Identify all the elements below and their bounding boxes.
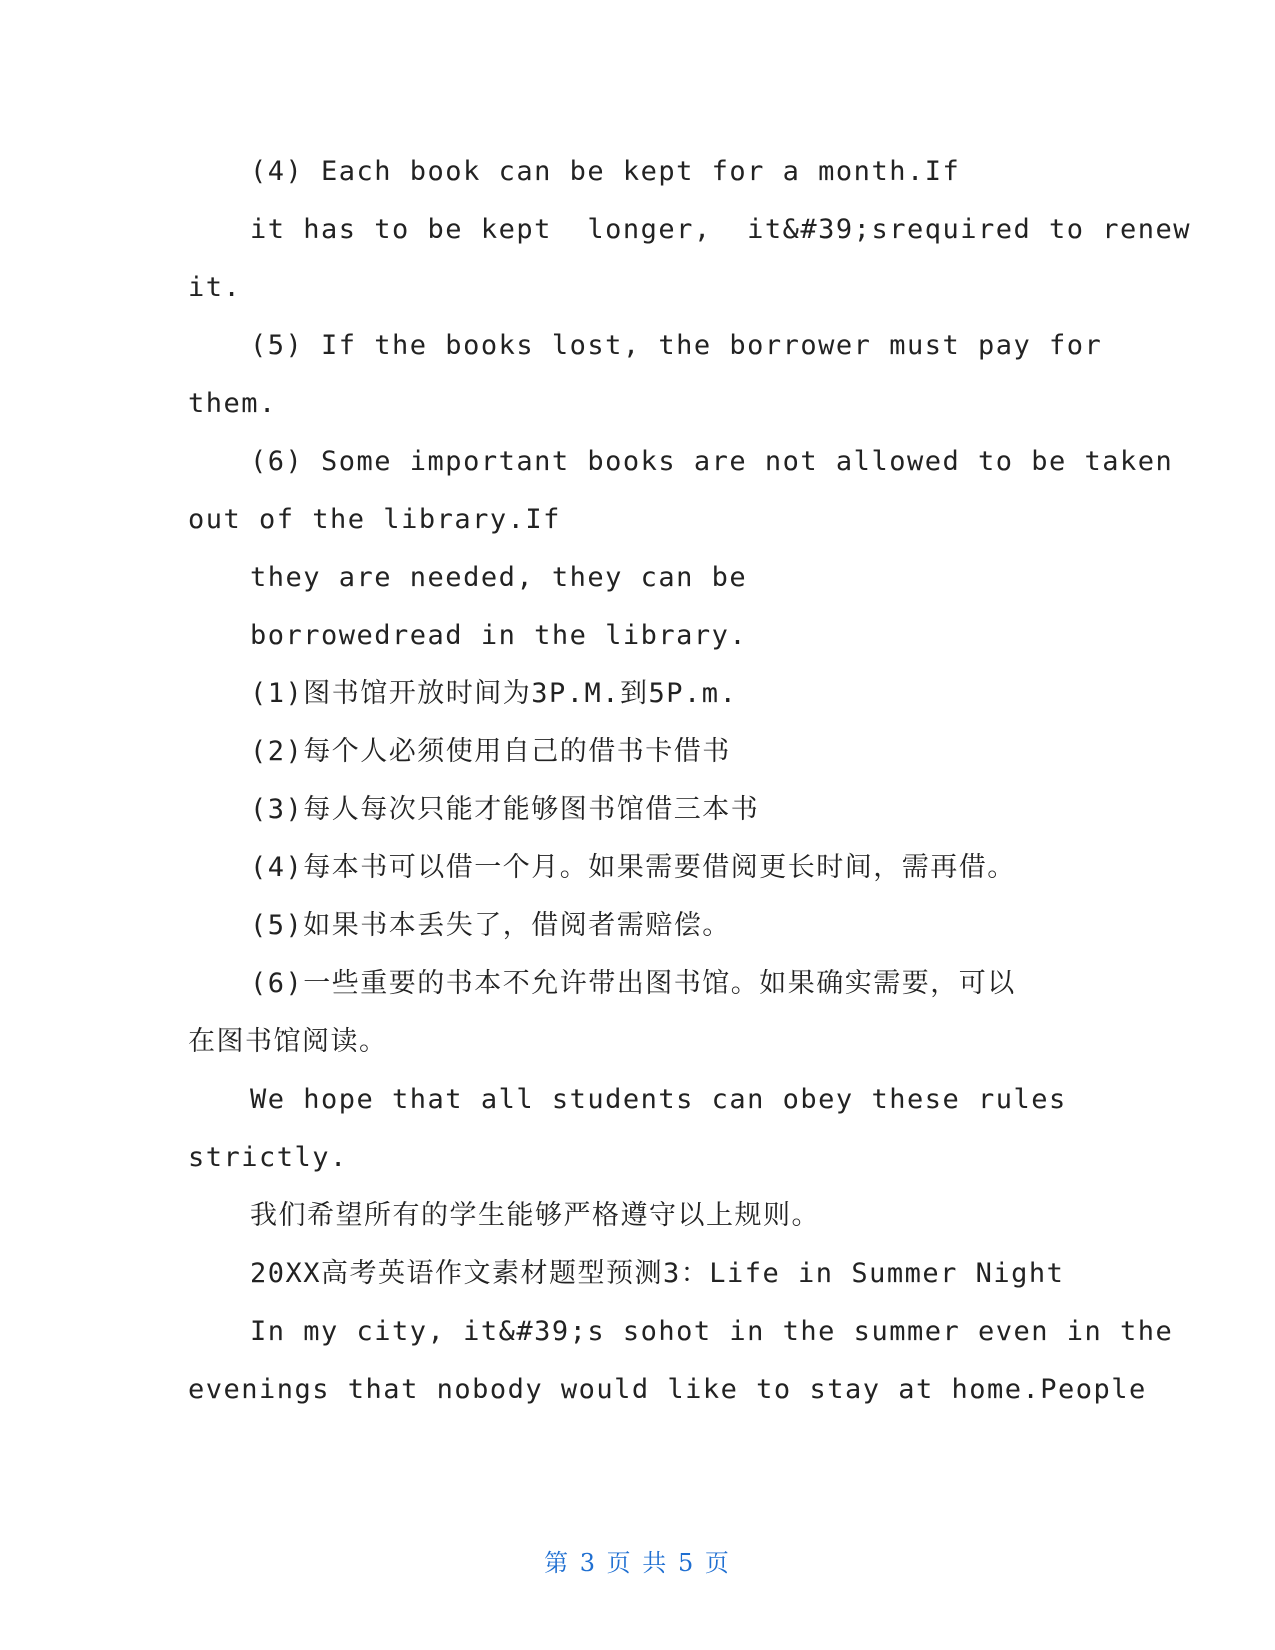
- text-line: out of the library.If: [188, 504, 561, 535]
- text-line: We hope that all students can obey these rules: [250, 1084, 1067, 1115]
- text-line: (4)每本书可以借一个月。如果需要借阅更长时间，需再借。: [250, 852, 1016, 883]
- text-line: (2)每个人必须使用自己的借书卡借书: [250, 736, 731, 767]
- text-line: (4) Each book can be kept for a month.If: [250, 156, 961, 187]
- text-line: (1)图书馆开放时间为3P.M.到5P.m.: [250, 678, 738, 709]
- text-line: (6)一些重要的书本不允许带出图书馆。如果确实需要，可以: [250, 968, 1016, 999]
- text-line: (5) If the books lost, the borrower must pay for: [250, 330, 1103, 361]
- section-heading: 20XX高考英语作文素材题型预测3：Life in Summer Night: [250, 1258, 1065, 1289]
- text-line: it has to be kept longer, it&#39;srequired to renew: [250, 214, 1192, 245]
- text-line: (5)如果书本丢失了，借阅者需赔偿。: [250, 910, 731, 941]
- text-line: strictly.: [188, 1142, 348, 1173]
- page-number-footer: 第 3 页 共 5 页: [544, 1549, 731, 1577]
- text-line: it.: [188, 272, 242, 303]
- text-line: 在图书馆阅读。: [188, 1026, 388, 1057]
- text-line: In my city, it&#39;s sohot in the summer even in the: [250, 1316, 1174, 1347]
- text-line: borrowedread in the library.: [250, 620, 748, 651]
- text-line: them.: [188, 388, 277, 419]
- text-line: evenings that nobody would like to stay at home.People: [188, 1374, 1147, 1405]
- text-line: (6) Some important books are not allowed to be taken: [250, 446, 1174, 477]
- text-line: they are needed, they can be: [250, 562, 748, 593]
- text-line: (3)每人每次只能才能够图书馆借三本书: [250, 794, 760, 825]
- text-line: 我们希望所有的学生能够严格遵守以上规则。: [250, 1200, 820, 1231]
